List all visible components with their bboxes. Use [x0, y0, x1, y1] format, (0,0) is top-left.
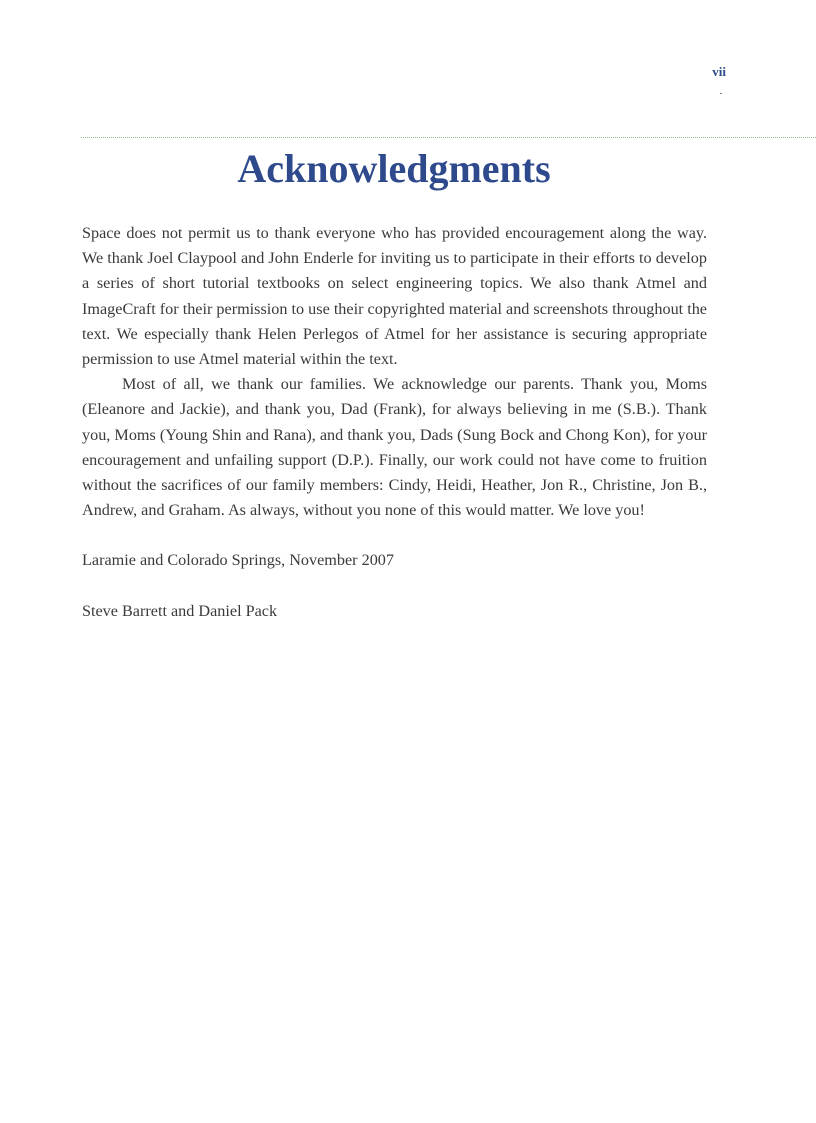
paragraph-families: Most of all, we thank our families. We acknowledge our parents. Thank you, Moms (Eleanore and Jackie), and thank you, Dad (Frank), for always believing in me (S.B.). Thank you, Moms (Young Shin and Rana), and thank you, Dads (Sung Bock and Chong Kon), for your encouragement and unfailing support (D.P.). Finally, our work could not have come to fruition without the sacrifices of our family members: Cindy, Heidi, Heather, Jon R., Christine, Jon B., Andrew, and Graham. As always, without you none of this would matter. We love you! [82, 375, 707, 520]
body-text [82, 221, 707, 624]
authors-signature: Steve Barrett and Daniel Pack [82, 601, 278, 620]
paragraph-intro: Space does not permit us to thank everyone who has provided encouragement along the way. We thank Joel Claypool and John Enderle for inviting us to participate in their efforts to develop a series of short tutorial textbooks on select engineering topics. We also thank Atmel and ImageCraft for their permission to use their copyrighted material and screenshots throughout the text. We especially thank Helen Perlegos of Atmel for her assistance is securing appropriate permission to use Atmel material within the text. [82, 224, 707, 369]
place-date: Laramie and Colorado Springs, November 2007 [82, 551, 394, 570]
chapter-title: Acknowledgments [237, 146, 551, 191]
header-rule [81, 137, 816, 138]
page-number: vii [712, 64, 726, 79]
page-number-mark [720, 93, 722, 94]
